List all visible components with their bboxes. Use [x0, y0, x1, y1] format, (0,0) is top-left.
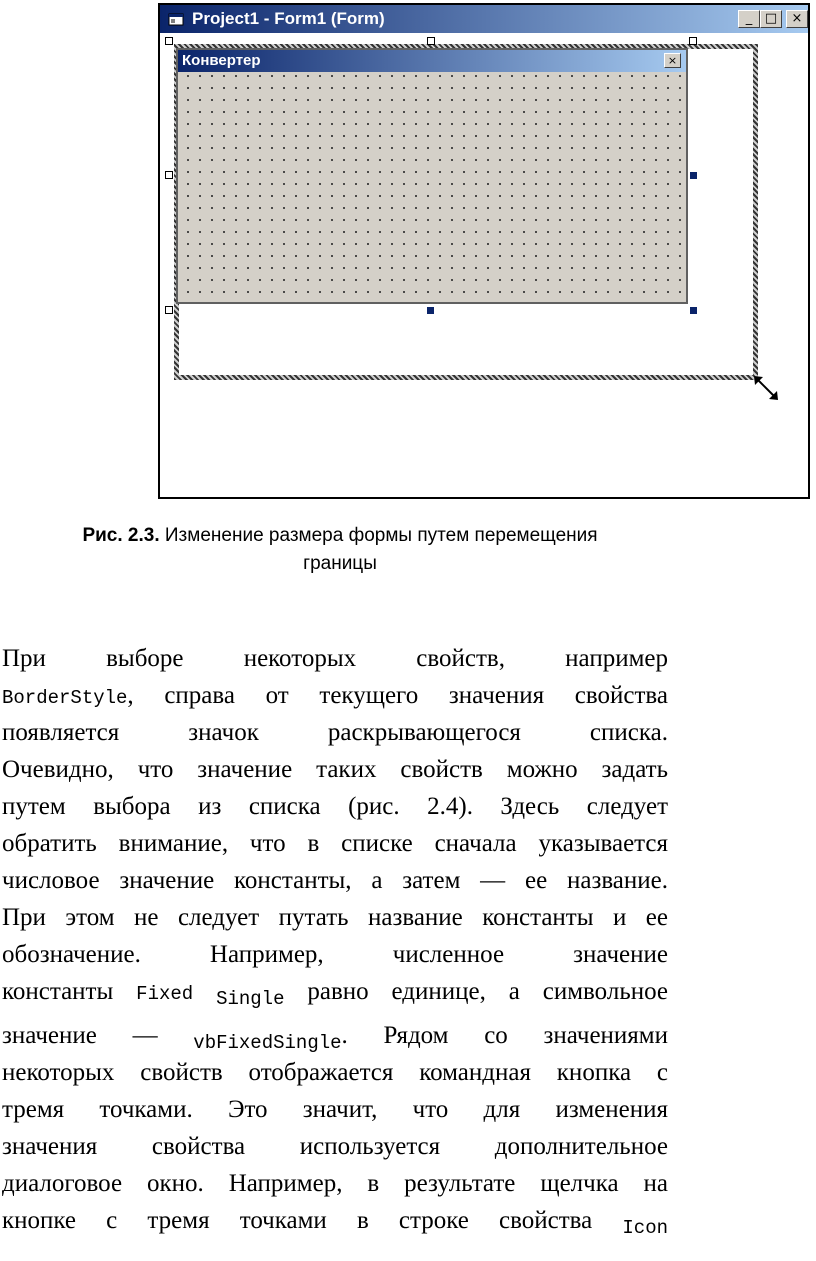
figure-caption-line2: границы: [303, 553, 377, 574]
form-title: Конвертер: [182, 52, 261, 69]
text-line: При выборе некоторых свойств, например: [2, 645, 668, 672]
form-titlebar: [178, 50, 686, 72]
figure-label: Рис. 2.3.: [82, 525, 160, 546]
close-button[interactable]: ×: [786, 10, 808, 28]
body-paragraph: [2, 640, 668, 1239]
text-line: некоторых свойств отображается командная кнопка с: [2, 1059, 668, 1086]
resize-handle-middle-left[interactable]: [165, 171, 173, 179]
text-fragment: равно единице, а символьное: [284, 978, 669, 1005]
text-fragment: константы: [2, 978, 137, 1005]
text-line: [2, 1017, 668, 1054]
text-line: диалоговое окно. Например, в результате щелчка на: [2, 1170, 668, 1197]
text-line: Очевидно, что значение таких свойств можно задать: [2, 756, 668, 783]
text-line: обозначение. Например, численное значение: [2, 941, 668, 968]
resize-handle-middle-right[interactable]: [690, 172, 697, 179]
minimize-button[interactable]: _: [738, 10, 760, 28]
resize-handle-top-right[interactable]: [689, 37, 697, 45]
maximize-button[interactable]: □: [760, 10, 782, 28]
resize-handle-bottom-left[interactable]: [165, 306, 173, 314]
form-close-button[interactable]: ×: [664, 53, 681, 68]
figure-caption: [30, 522, 650, 578]
code-inline: Icon: [622, 1217, 668, 1239]
text-line: путем выбора из списка (рис. 2.4). Здесь следует: [2, 793, 668, 820]
designer-titlebar[interactable]: [160, 5, 808, 33]
code-inline: BorderStyle: [2, 687, 128, 709]
designer-title: Project1 - Form1 (Form): [192, 9, 385, 28]
text-line: тремя точками. Это значит, что для изменения: [2, 1096, 668, 1123]
text-fragment: , справа от текущего значения свойства: [127, 682, 668, 709]
resize-handle-bottom-right[interactable]: [690, 307, 697, 314]
text-line: появляется значок раскрывающегося списка.: [2, 719, 668, 746]
figure-caption-text: Изменение размера формы путем перемещения: [159, 525, 598, 546]
text-line: значения свойства используется дополнительное: [2, 1133, 668, 1160]
text-fragment: значение —: [2, 1022, 194, 1049]
text-line: [2, 1202, 668, 1239]
text-fragment: . Рядом со значениями: [341, 1022, 668, 1049]
text-line: При этом не следует путать название константы и ее: [2, 904, 668, 931]
text-line: числовое значение константы, а затем — ее название.: [2, 867, 668, 894]
diagonal-resize-cursor-icon: [752, 374, 782, 404]
resize-handle-top-center[interactable]: [427, 37, 435, 45]
form-window-icon: [168, 12, 184, 26]
code-inline: Fixed: [136, 983, 194, 1005]
resize-handle-bottom-center[interactable]: [427, 307, 434, 314]
resize-handle-top-left[interactable]: [165, 37, 173, 45]
text-fragment: кнопке с тремя точками в строке свойства: [2, 1207, 623, 1234]
text-line: [2, 677, 668, 714]
code-inline: Single: [216, 988, 285, 1010]
text-line: [2, 973, 668, 1017]
code-inline: vbFixedSingle: [193, 1032, 342, 1054]
form-converter[interactable]: [176, 48, 688, 304]
text-line: обратить внимание, что в списке сначала указывается: [2, 830, 668, 857]
